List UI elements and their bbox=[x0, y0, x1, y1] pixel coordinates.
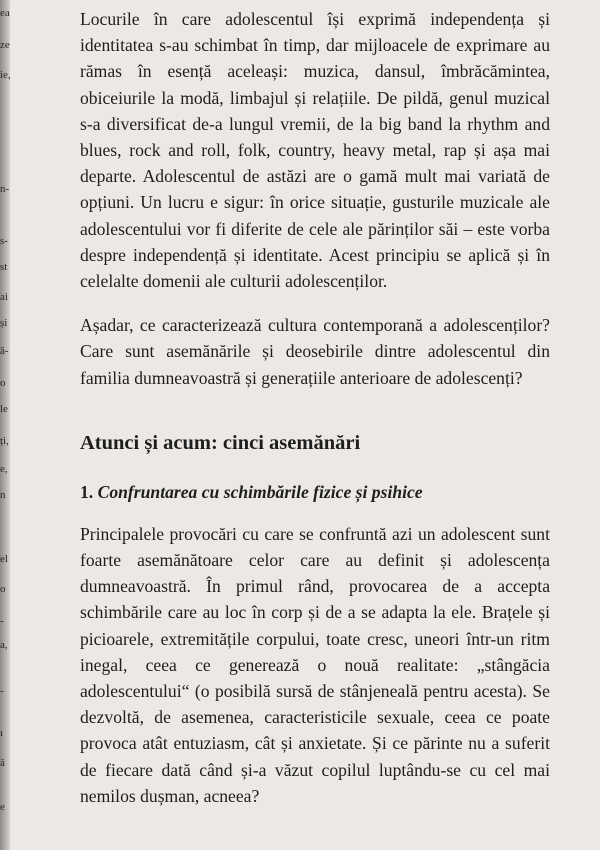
margin-fragment: și bbox=[0, 318, 8, 329]
subsection-number: 1. bbox=[80, 481, 94, 502]
subsection-heading bbox=[80, 479, 550, 505]
margin-fragment: n bbox=[0, 490, 6, 501]
margin-fragment: ea bbox=[0, 8, 10, 19]
margin-fragment: st bbox=[0, 262, 8, 273]
subsection-title: Confruntarea cu schimbările fizice și psihice bbox=[97, 481, 423, 502]
body-paragraph: Principalele provocări cu care se confruntă azi un adolescent sunt foarte asemănătoare celor care au definit și adolescența dumneavoastră. În primul rând, provocarea de a accepta schimbările care au loc în corp și de a se adapta la ele. Brațele și picioarele, extremitățile corpului, toate cresc, uneori într-un ritm inegal, ceea ce generează o nouă realitate: „stângăcia adolescentului“ (o posibilă sursă de stânjeneală pentru acesta). Se dezvoltă, de asemenea, caracteristicile sexuale, ceea ce poate provoca atât entuziasm, cât și anxietate. Și ce părinte nu a suferit de fiecare dată când și-a văzut copilul luptându-se cu cel mai nemilos dușman, acneea? bbox=[80, 523, 550, 806]
section-heading: Atunci și acum: cinci asemănări bbox=[80, 431, 361, 454]
margin-fragment: ai bbox=[0, 292, 8, 303]
margin-fragment: - bbox=[0, 686, 4, 697]
margin-fragment: n- bbox=[0, 184, 10, 195]
margin-fragment: e bbox=[0, 802, 5, 813]
margin-fragment: o bbox=[0, 584, 6, 595]
page-content bbox=[80, 0, 550, 809]
body-paragraph: Locurile în care adolescentul își exprimă independența și identitatea s-au schimbat în timp, dar mijloacele de exprimare au rămas în esență aceleași: muzica, dansul, îmbrăcămintea, obiceiurile la modă, limbajul și relațiile. De pildă, genul muzical s-a diversificat de-a lungul vremii, de la big band la rhythm and blues, rock and roll, folk, country, heavy metal, rap și așa mai departe. Adolescentul de astăzi are o gamă mult mai variată de opțiuni. Un lucru e sigur: în orice situație, gusturile muzicale ale adolescentului vor fi diferite de cele ale părinților săi – este vorba despre independență și identitate. Acest principiu se aplică și în celelalte domenii ale culturii adolescenților. bbox=[80, 9, 550, 292]
margin-fragment: ă- bbox=[0, 346, 9, 357]
margin-fragment: ie, bbox=[0, 70, 11, 81]
margin-fragment: - bbox=[0, 616, 4, 627]
body-paragraph: Așadar, ce caracterizează cultura contemporană a adolescenților? Care sunt asemănările și deosebirile dintre adolescentul din familia dumneavoastră și generațiile anterioare de adolescenți? bbox=[80, 315, 550, 388]
margin-fragment: ze bbox=[0, 40, 10, 51]
margin-fragment: a, bbox=[0, 640, 8, 651]
margin-fragment: ă bbox=[0, 758, 5, 769]
margin-fragment: o bbox=[0, 378, 6, 389]
margin-fragment: s- bbox=[0, 236, 8, 247]
margin-fragment: ı bbox=[0, 728, 4, 739]
margin-fragment: e, bbox=[0, 464, 8, 475]
margin-fragment: le bbox=[0, 404, 8, 415]
page-gutter-shadow bbox=[0, 0, 10, 850]
margin-fragment: ți, bbox=[0, 436, 9, 447]
margin-fragment: el bbox=[0, 554, 8, 565]
